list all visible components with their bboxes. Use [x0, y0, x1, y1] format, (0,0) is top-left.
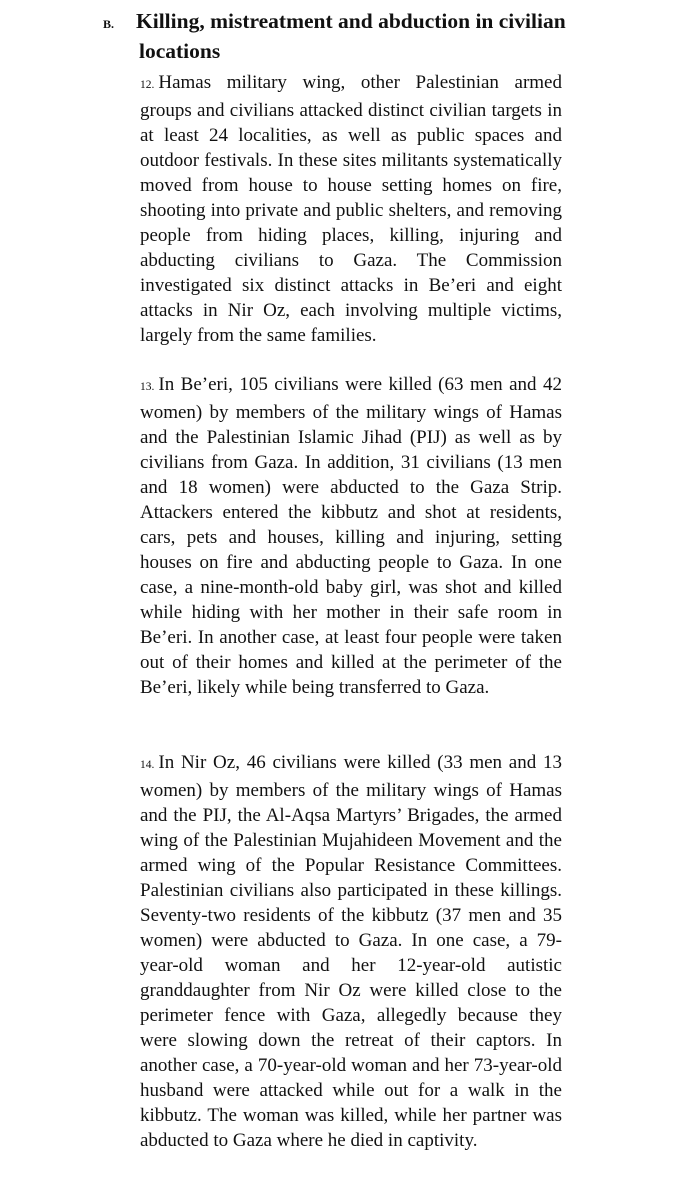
section-title-line2: locations: [139, 39, 221, 63]
section-marker: B.: [103, 17, 115, 31]
paragraph-text: In Be’eri, 105 civilians were killed (63 men and 42 women) by members of the military wings of Hamas and the Palestinian Islamic Jihad (PIJ) as well as by civilians from Gaza. In addition, 31 civilians (13 men and 18 women) were abducted to the Gaza Strip. Attackers entered the kibbutz and shot at residents, cars, pets and houses, killing and injuring, setting houses on fire and abducting people to Gaza. In one case, a nine-month-old baby girl, was shot and killed while hiding with her mother in their safe room in Be’eri. In another case, at least four people were taken out of their homes and killed at the perimeter of the Be’eri, likely while being transferred to Gaza.: [140, 374, 562, 698]
paragraph-number: 14.: [140, 759, 155, 771]
section-title-line1: Killing, mistreatment and abduction in civilian: [136, 9, 566, 33]
section-heading: [103, 8, 663, 65]
paragraph-text: In Nir Oz, 46 civilians were killed (33 men and 13 women) by members of the military wings of Hamas and the PIJ, the Al-Aqsa Martyrs’ Brigades, the armed wing of the Palestinian Mujahideen Movement and the armed wing of the Popular Resistance Committees. Palestinian civilians also participated in these killings. Seventy-two residents of the kibbutz (37 men and 35 women) were abducted to Gaza. In one case, a 79-year-old woman and her 12-year-old autistic granddaughter from Nir Oz were killed close to the perimeter fence with Gaza, allegedly because they were slowing down the retreat of their captors. In another case, a 70-year-old woman and her 73-year-old husband were attacked while out for a walk in the kibbutz. The woman was killed, while her partner was abducted to Gaza where he died in captivity.: [140, 752, 562, 1151]
section-heading-line1: [103, 8, 663, 38]
paragraph-14: [140, 750, 562, 1153]
paragraph-text: Hamas military wing, other Palestinian armed groups and civilians attacked distinct civilian targets in at least 24 localities, as well as public spaces and outdoor festivals. In these sites militants systematically moved from house to house setting homes on fire, shooting into private and public shelters, and removing people from hiding places, killing, injuring and abducting civilians to Gaza. The Commission investigated six distinct attacks in Be’eri and eight attacks in Nir Oz, each involving multiple victims, largely from the same families.: [140, 72, 562, 346]
paragraph-number: 13.: [140, 381, 155, 393]
paragraph-number: 12.: [140, 79, 155, 91]
paragraph-12: [140, 70, 562, 348]
paragraph-13: [140, 372, 562, 700]
